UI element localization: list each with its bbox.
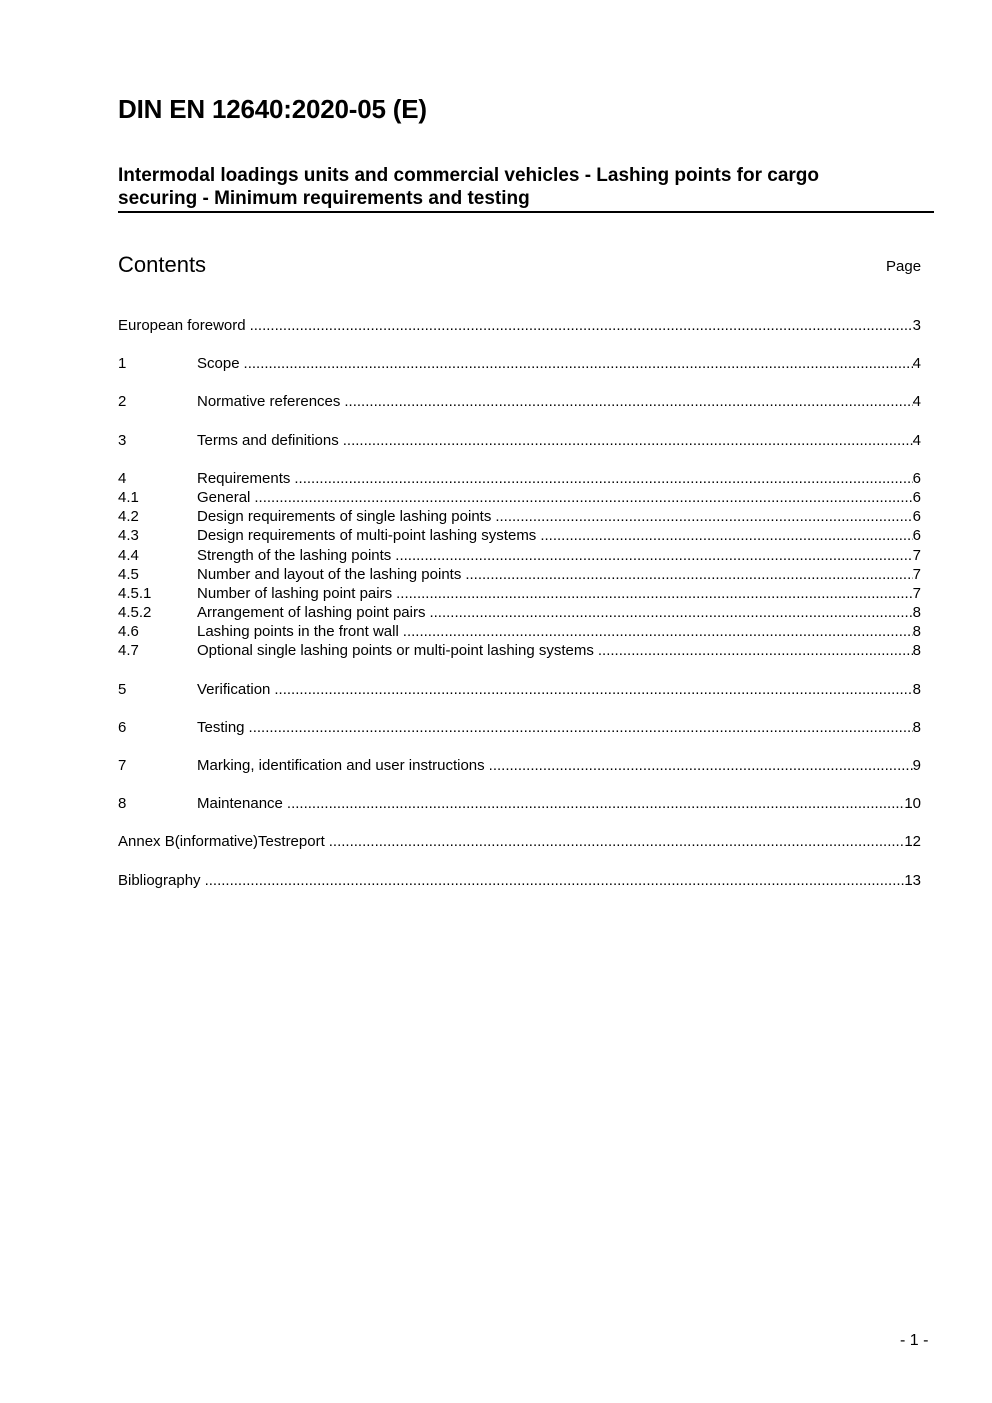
toc-entry[interactable]	[118, 431, 921, 450]
dot-leader	[344, 392, 912, 411]
toc-entry-number: 8	[118, 795, 127, 813]
document-id: DIN EN 12640:2020-05 (E)	[118, 94, 427, 124]
toc-entry-page: 13	[904, 871, 921, 889]
dot-leader	[287, 794, 904, 813]
toc-entry-number: 7	[118, 757, 127, 774]
subtitle-line: Intermodal loadings units and commercial vehicles - Lashing points for cargo	[118, 165, 820, 186]
dot-leader	[205, 871, 905, 890]
dot-leader	[540, 526, 912, 545]
toc-entry[interactable]	[118, 488, 921, 507]
toc-entry-number: 4.3	[118, 527, 139, 545]
toc-entry[interactable]	[118, 718, 921, 737]
dot-leader	[250, 316, 913, 335]
toc-entry-number: 4.6	[118, 623, 139, 641]
toc-entry[interactable]	[118, 469, 921, 488]
toc-entry-title: Maintenance	[197, 795, 283, 813]
toc-entry[interactable]	[118, 641, 921, 660]
toc-entry-title: Arrangement of lashing point pairs	[197, 604, 426, 622]
toc-entry[interactable]	[118, 756, 921, 775]
dot-leader	[343, 431, 913, 450]
dot-leader	[294, 469, 912, 488]
toc-entry-title: Requirements	[197, 469, 291, 487]
toc-entry-title: Number of lashing point pairs	[197, 584, 393, 602]
toc-entry-number: 3	[118, 431, 127, 449]
toc-entry-page: 7	[912, 584, 921, 602]
toc-entry-title: Design requirements of multi-point lashing systems	[197, 527, 537, 545]
toc-entry[interactable]	[118, 794, 921, 813]
toc-entry-title: Verification	[197, 680, 271, 698]
subtitle-line: securing - Minimum requirements and testing	[118, 188, 530, 209]
toc-entry-page: 4	[912, 355, 921, 373]
toc-entry-title: Annex B(informative)Testreport	[118, 833, 325, 851]
toc-entry-number: 4.5.2	[118, 604, 152, 622]
toc-entry-number: 4.7	[118, 642, 139, 660]
toc-entry-page: 6	[912, 469, 921, 487]
dot-leader	[395, 546, 912, 565]
toc-entry-number: 1	[118, 355, 127, 373]
toc-entry-page: 3	[912, 317, 921, 334]
toc-entry-title: Marking, identification and user instructions	[197, 757, 485, 774]
toc-entry-page: 8	[912, 604, 921, 622]
dot-leader	[274, 680, 912, 699]
document-subtitle	[118, 164, 934, 213]
dot-leader	[598, 641, 913, 660]
toc-entry-title: Bibliography	[118, 871, 201, 889]
toc-entry-page: 6	[912, 488, 921, 506]
toc-entry-page: 8	[912, 718, 921, 736]
toc-entry-title: Terms and definitions	[197, 431, 339, 449]
toc-entry-title: Scope	[197, 355, 240, 373]
toc-entry-title: Number and layout of the lashing points	[197, 565, 462, 583]
dot-leader	[403, 622, 913, 641]
toc-entry-page: 6	[912, 508, 921, 526]
toc-entry[interactable]	[118, 354, 921, 373]
toc-entry-title: European foreword	[118, 317, 246, 334]
toc-entry-page: 4	[912, 431, 921, 449]
toc-entry-page: 7	[912, 546, 921, 564]
toc-entry-page: 9	[912, 757, 921, 774]
toc-entry-title: General	[197, 488, 251, 506]
toc-entry-page: 10	[904, 795, 921, 813]
toc-entry-number: 4.2	[118, 508, 139, 526]
toc-entry[interactable]	[118, 526, 921, 545]
dot-leader	[254, 488, 912, 507]
toc-entry-number: 6	[118, 718, 127, 736]
toc-entry-title: Design requirements of single lashing points	[197, 508, 492, 526]
toc-entry-title: Optional single lashing points or multi-point lashing systems	[197, 642, 594, 660]
toc-entry-page: 8	[912, 680, 921, 698]
toc-entry-number: 2	[118, 393, 127, 411]
toc-entry[interactable]	[118, 392, 921, 411]
page-number: - 1 -	[900, 1332, 929, 1349]
toc-entry[interactable]	[118, 584, 921, 603]
toc-entry-page: 4	[912, 393, 921, 411]
toc-entry-number: 4.4	[118, 546, 139, 564]
toc-entry-page: 8	[912, 623, 921, 641]
table-of-contents	[118, 316, 921, 890]
dot-leader	[329, 832, 905, 851]
toc-entry-title: Normative references	[197, 393, 341, 411]
toc-entry-page: 6	[912, 527, 921, 545]
toc-entry[interactable]	[118, 507, 921, 526]
toc-entry-number: 4.1	[118, 488, 139, 506]
toc-entry-number: 4.5	[118, 565, 139, 583]
toc-entry-title: Strength of the lashing points	[197, 546, 392, 564]
toc-entry[interactable]	[118, 546, 921, 565]
toc-entry-number: 4.5.1	[118, 584, 152, 602]
contents-heading: Contents	[118, 252, 207, 277]
dot-leader	[429, 603, 912, 622]
dot-leader	[495, 507, 912, 526]
page-column-label: Page	[886, 258, 922, 275]
toc-entry-page: 8	[912, 642, 921, 660]
toc-entry-title: Testing	[197, 718, 245, 736]
toc-entry[interactable]	[118, 603, 921, 622]
dot-leader	[249, 718, 913, 737]
toc-entry[interactable]	[118, 316, 921, 335]
toc-entry[interactable]	[118, 871, 921, 890]
toc-entry[interactable]	[118, 565, 921, 584]
toc-entry-title: Lashing points in the front wall	[197, 623, 399, 641]
dot-leader	[244, 354, 913, 373]
toc-entry[interactable]	[118, 680, 921, 699]
toc-entry-page: 12	[904, 833, 921, 851]
dot-leader	[489, 756, 913, 775]
toc-entry[interactable]	[118, 832, 921, 851]
toc-entry[interactable]	[118, 622, 921, 641]
toc-entry-number: 5	[118, 680, 127, 698]
dot-leader	[465, 565, 912, 584]
toc-entry-number: 4	[118, 469, 127, 487]
toc-entry-page: 7	[912, 565, 921, 583]
dot-leader	[396, 584, 913, 603]
